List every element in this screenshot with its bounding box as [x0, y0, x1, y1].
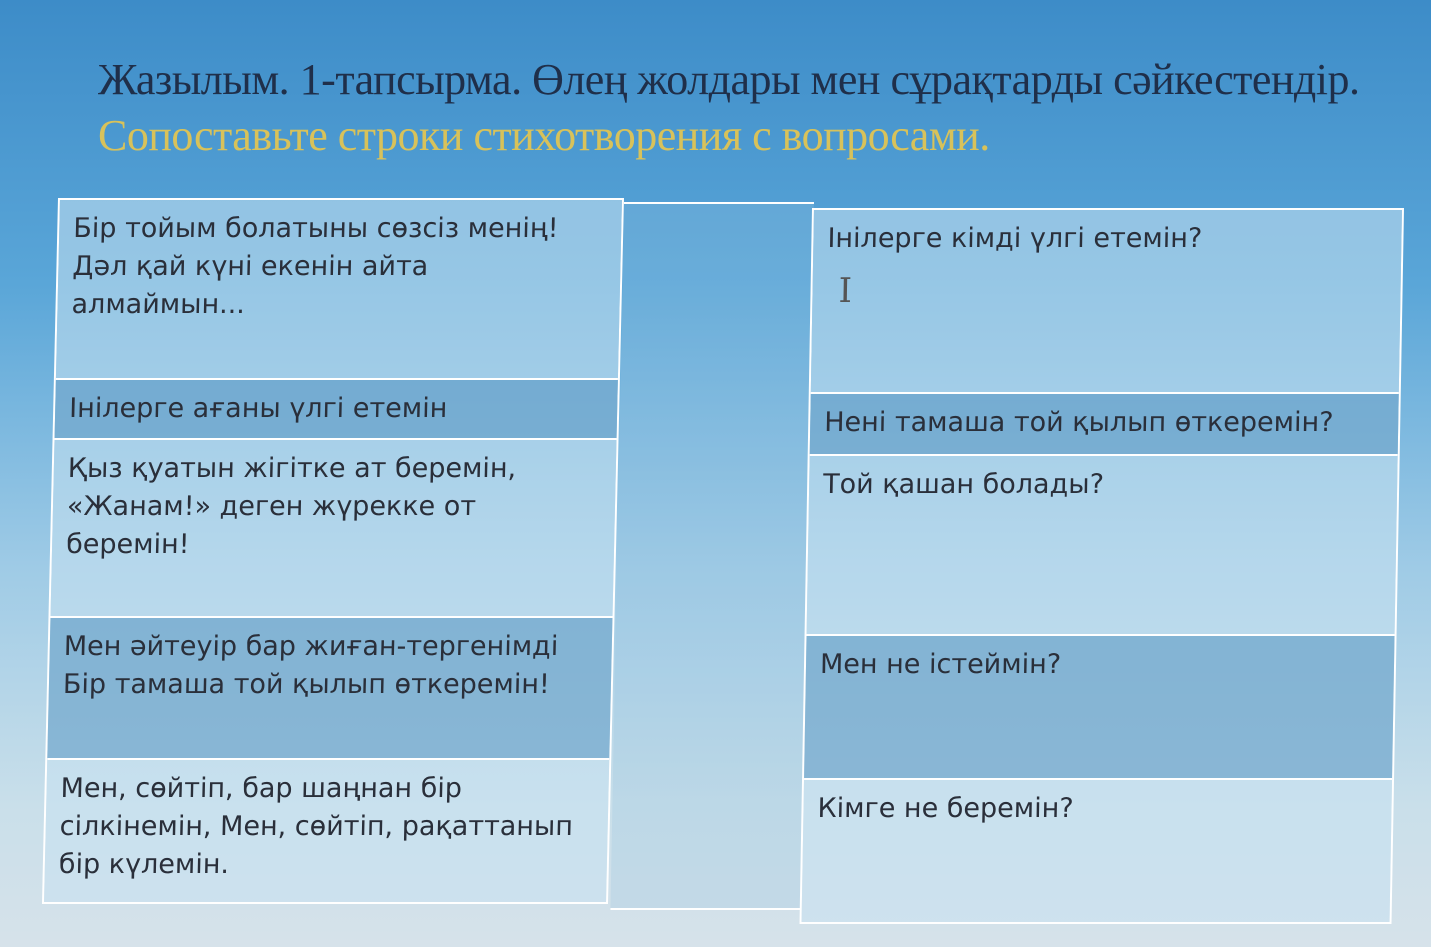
question-cell[interactable]: [804, 636, 1395, 780]
question-cell[interactable]: [802, 780, 1392, 922]
poem-line-text: Қыз қуатын жігітке ат беремін, «Жанам!» деген жүрекке от беремін!: [65, 453, 517, 560]
title-kazakh: Жазылым. 1-тапсырма. Өлең жолдары мен сұрақтарды сәйкестендір.: [98, 55, 1360, 104]
title-russian: Сопоставьте строки стихотворения с вопросами.: [98, 111, 990, 160]
poem-line-text: Мен, сөйтіп, бар шаңнан бір сілкінемін, Мен, сөйтіп, рақаттанып бір күлемін.: [58, 773, 574, 880]
poem-lines-column: [42, 198, 624, 904]
poem-line-text: Інілерге ағаны үлгі етемін: [68, 393, 448, 424]
question-text: Той қашан болады?: [822, 469, 1105, 500]
task-title: [98, 52, 1398, 164]
question-text: Кімге не беремін?: [817, 793, 1074, 824]
poem-line-cell[interactable]: [47, 618, 612, 760]
poem-line-cell[interactable]: [56, 200, 622, 380]
poem-line-cell[interactable]: [50, 440, 616, 618]
poem-line-text: Мен әйтеуір бар жиған-тергенімді Бір тамаша той қылып өткеремін!: [62, 631, 559, 700]
poem-line-cell[interactable]: [55, 380, 618, 440]
question-text: Інілерге кімді үлгі етемін?: [827, 223, 1203, 254]
poem-line-text: Бір тойым болатыны сөзсіз менің! Дәл қай күні екенін айта алмаймын...: [71, 213, 559, 320]
matching-gap-column: [610, 202, 814, 910]
text-cursor-icon: I: [838, 271, 853, 311]
questions-column: [800, 208, 1404, 924]
question-text: Мен не істеймін?: [819, 649, 1062, 680]
question-text: Нені тамаша той қылып өткеремін?: [823, 407, 1334, 438]
poem-line-cell[interactable]: [44, 760, 609, 902]
question-cell[interactable]: [810, 394, 1399, 456]
question-cell[interactable]: [807, 456, 1398, 636]
question-cell[interactable]: [811, 210, 1402, 394]
